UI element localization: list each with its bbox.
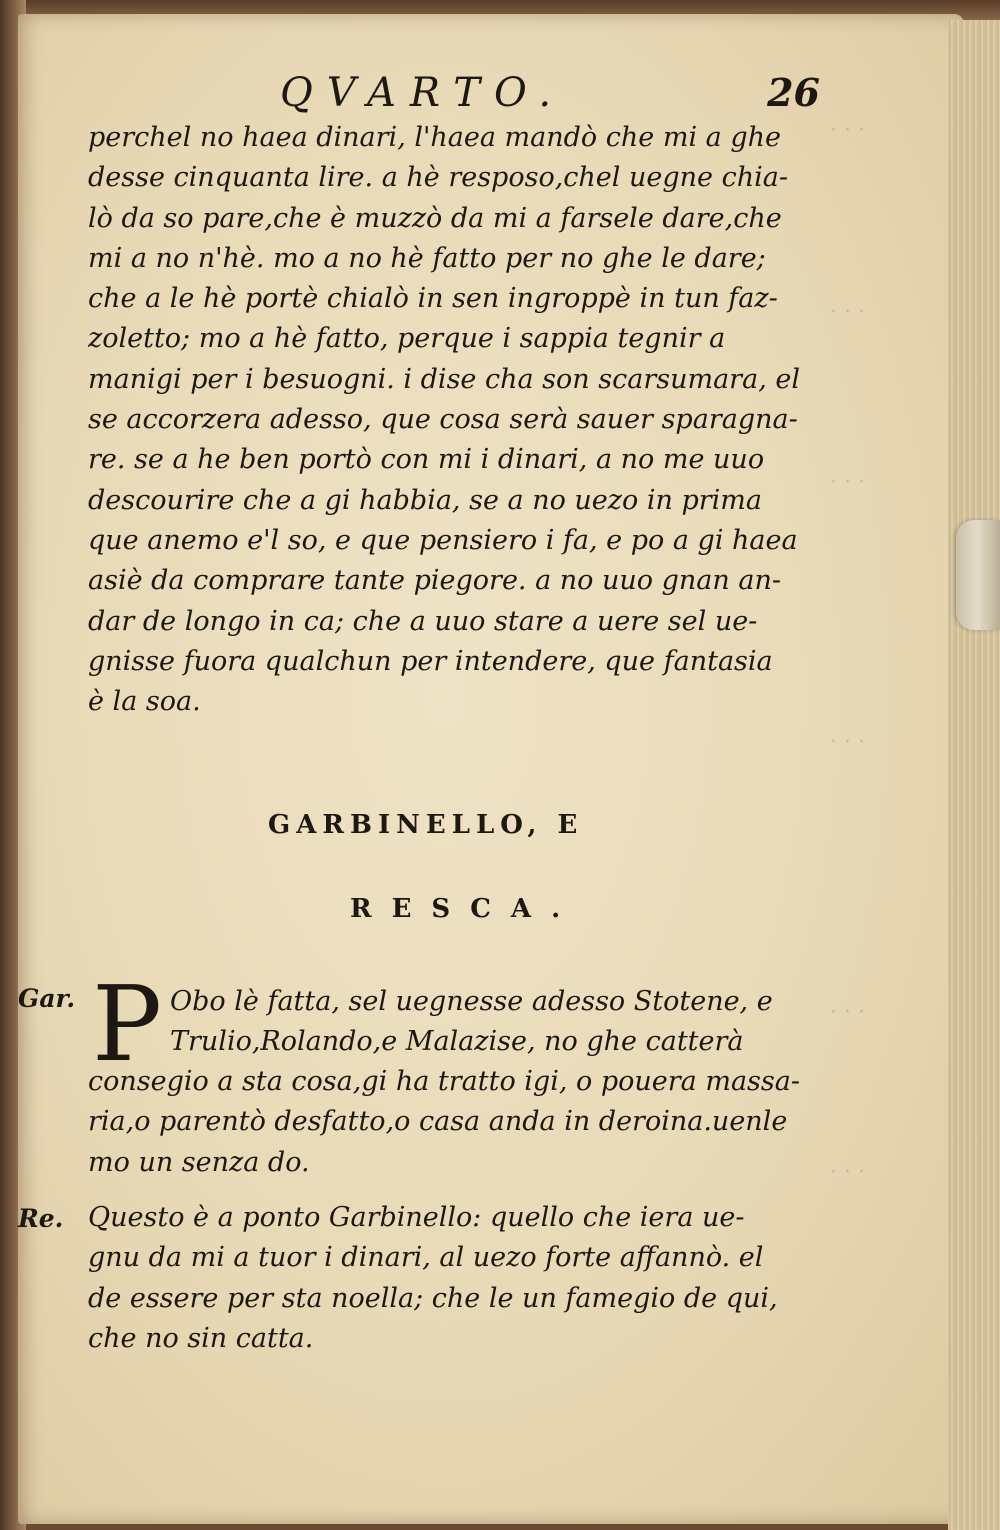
- text-line: zoletto; mo a hè fatto, perque i sappia tegnir a: [88, 323, 726, 355]
- text-line: dar de longo in ca; che a uuo stare a uere sel ue-: [88, 605, 758, 637]
- page-clip-tab: [956, 520, 1000, 630]
- text-line: ria,o parentò desfatto,o casa anda in deroina.uenle: [88, 1106, 788, 1138]
- text-line: Trulio,Rolando,e Malazise, no ghe catterà: [170, 1026, 744, 1058]
- show-through-mark: · · ·: [830, 118, 865, 143]
- text-line: consegio a sta cosa,gi ha tratto igi, o pouera massa-: [88, 1066, 800, 1097]
- speech-2-body: [88, 1198, 828, 1359]
- text-line: se accorzera adesso, que cosa serà sauer sparagna-: [88, 404, 798, 436]
- text-line: manigi per i besuogni. i dise cha son scarsumara, el: [88, 363, 800, 395]
- speaker-label-re: Re.: [18, 1204, 64, 1233]
- text-line: Obo lè fatta, sel uegnesse adesso Stotene, e: [170, 986, 773, 1017]
- text-line: mo un senza do.: [88, 1146, 310, 1178]
- text-line: gnisse fuora qualchun per intendere, que fantasia: [88, 645, 773, 677]
- show-through-mark: · · ·: [830, 1160, 865, 1185]
- scene-heading-character-2: RESCA.: [350, 894, 581, 924]
- text-line: perchel no haea dinari, l'haea mandò che mi a ghe: [88, 122, 781, 153]
- text-line: asiè da comprare tante piegore. a no uuo gnan an-: [88, 565, 781, 597]
- speech-1-first-lines: [170, 982, 820, 1063]
- speech-1-body: [88, 1062, 828, 1183]
- paragraph-1: [88, 118, 828, 722]
- page-edges: [948, 20, 1000, 1530]
- text-line: de essere per sta noella; che le un famegio de qui,: [88, 1282, 778, 1314]
- text-line: descourire che a gi habbia, se a no uezo in prima: [88, 484, 762, 516]
- text-line: che no sin catta.: [88, 1322, 314, 1354]
- running-title: QVARTO.: [280, 70, 566, 116]
- text-line: è la soa.: [88, 686, 201, 718]
- text-line: gnu da mi a tuor i dinari, al uezo forte affannò. el: [88, 1242, 764, 1274]
- scene-heading-characters: GARBINELLO, E: [268, 810, 584, 840]
- text-line: mi a no n'hè. mo a no hè fatto per no ghe le dare;: [88, 242, 766, 274]
- speaker-label-gar: Gar.: [18, 984, 76, 1013]
- show-through-mark: · · ·: [830, 730, 865, 755]
- text-line: que anemo e'l so, e que pensiero i fa, e po a gi haea: [88, 524, 798, 556]
- show-through-mark: · · ·: [830, 1000, 865, 1025]
- text-line: che a le hè portè chialò in sen ingroppè in tun faz-: [88, 283, 778, 315]
- drop-cap: P: [92, 963, 162, 1085]
- text-line: re. se a he ben portò con mi i dinari, a no me uuo: [88, 444, 765, 476]
- text-line: Questo è a ponto Garbinello: quello che iera ue-: [88, 1202, 745, 1233]
- text-line: desse cinquanta lire. a hè resposo,chel uegne chia-: [88, 162, 788, 194]
- show-through-mark: · · ·: [830, 470, 865, 495]
- page-number: 26: [767, 70, 820, 115]
- text-line: lò da so pare,che è muzzò da mi a farsele dare,che: [88, 202, 782, 234]
- show-through-mark: · · ·: [830, 300, 865, 325]
- page-header: [280, 70, 820, 122]
